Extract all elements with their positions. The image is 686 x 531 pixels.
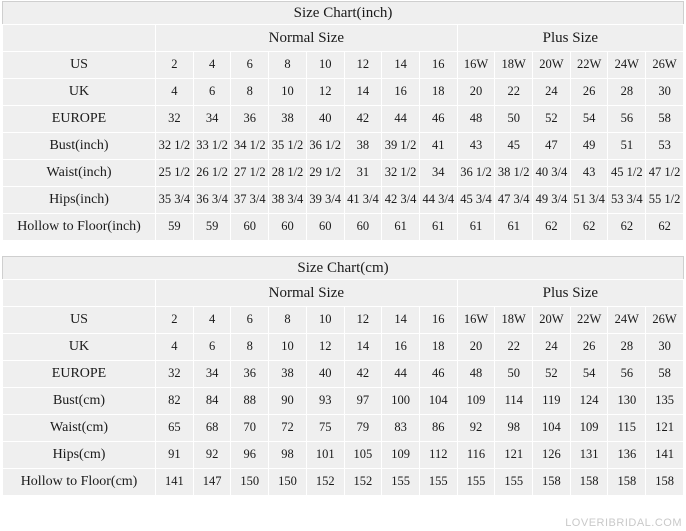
cell: 37 3/4: [231, 187, 269, 214]
cell: 26: [570, 79, 608, 106]
cell: 36: [231, 361, 269, 388]
cell: 36 1/2: [457, 160, 495, 187]
cell: 60: [306, 214, 344, 241]
cell: 45: [495, 133, 533, 160]
cell: 47: [533, 133, 571, 160]
cell: 30: [646, 79, 684, 106]
cell: 52: [533, 361, 571, 388]
cell: 40: [306, 361, 344, 388]
size-chart-cm: [2, 256, 684, 496]
cell: 14: [382, 307, 420, 334]
cell: 43: [457, 133, 495, 160]
cell: 59: [156, 214, 194, 241]
chart-divider: [0, 241, 686, 255]
cell: 20: [457, 79, 495, 106]
cell: 27 1/2: [231, 160, 269, 187]
cell: 35 3/4: [156, 187, 194, 214]
cell: 68: [193, 415, 231, 442]
cell: 126: [533, 442, 571, 469]
cell: 96: [231, 442, 269, 469]
chart-title: Size Chart(cm): [3, 257, 684, 280]
cell: 61: [419, 214, 457, 241]
cell: 22: [495, 79, 533, 106]
cell: 58: [646, 361, 684, 388]
cell: 16: [419, 307, 457, 334]
cell: 49: [570, 133, 608, 160]
size-chart-inch-container: [0, 1, 686, 241]
cell: 62: [608, 214, 646, 241]
cell: 6: [193, 334, 231, 361]
cell: 47 3/4: [495, 187, 533, 214]
cell: 41 3/4: [344, 187, 382, 214]
cell: 25 1/2: [156, 160, 194, 187]
cell: 30: [646, 334, 684, 361]
cell: 44: [382, 361, 420, 388]
cell: 109: [457, 388, 495, 415]
cell: 26: [570, 334, 608, 361]
cell: 91: [156, 442, 194, 469]
cell: 49 3/4: [533, 187, 571, 214]
table-row: [3, 187, 684, 214]
cell: 38 1/2: [495, 160, 533, 187]
cell: 42: [344, 106, 382, 133]
cell: 16W: [457, 307, 495, 334]
cell: 12: [306, 334, 344, 361]
cell: 158: [570, 469, 608, 496]
cell: 38: [269, 361, 307, 388]
cell: 33 1/2: [193, 133, 231, 160]
cell: 36 3/4: [193, 187, 231, 214]
cell: 104: [533, 415, 571, 442]
cell: 92: [193, 442, 231, 469]
cell: 43: [570, 160, 608, 187]
row-label: Bust(inch): [3, 133, 156, 160]
cell: 6: [231, 52, 269, 79]
cell: 32 1/2: [382, 160, 420, 187]
group-header-normal: Normal Size: [156, 280, 458, 307]
group-header-plus: Plus Size: [457, 25, 683, 52]
cell: 10: [306, 307, 344, 334]
cell: 109: [570, 415, 608, 442]
cell: 28: [608, 79, 646, 106]
cell: 4: [193, 307, 231, 334]
cell: 152: [344, 469, 382, 496]
chart-title: Size Chart(inch): [3, 2, 684, 25]
cell: 114: [495, 388, 533, 415]
cell: 62: [570, 214, 608, 241]
cell: 152: [306, 469, 344, 496]
cell: 51: [608, 133, 646, 160]
cell: 75: [306, 415, 344, 442]
cell: 97: [344, 388, 382, 415]
cell: 56: [608, 361, 646, 388]
cell: 20: [457, 334, 495, 361]
cell: 34: [419, 160, 457, 187]
size-chart-cm-container: [0, 256, 686, 496]
cell: 36: [231, 106, 269, 133]
cell: 14: [382, 52, 420, 79]
cell: 46: [419, 106, 457, 133]
cell: 38: [269, 106, 307, 133]
cell: 62: [533, 214, 571, 241]
cell: 28: [608, 334, 646, 361]
cell: 44 3/4: [419, 187, 457, 214]
cell: 83: [382, 415, 420, 442]
cell: 150: [231, 469, 269, 496]
cell: 52: [533, 106, 571, 133]
cell: 22: [495, 334, 533, 361]
cell: 55 1/2: [646, 187, 684, 214]
row-label: EUROPE: [3, 361, 156, 388]
cell: 92: [457, 415, 495, 442]
cell: 26W: [646, 52, 684, 79]
row-label: Bust(cm): [3, 388, 156, 415]
chart-title-row: [3, 2, 684, 25]
cell: 61: [457, 214, 495, 241]
cell: 136: [608, 442, 646, 469]
cell: 53: [646, 133, 684, 160]
cell: 18W: [495, 52, 533, 79]
cell: 2: [156, 307, 194, 334]
cell: 8: [231, 79, 269, 106]
cell: 20W: [533, 307, 571, 334]
cell: 16: [382, 79, 420, 106]
cell: 51 3/4: [570, 187, 608, 214]
cell: 20W: [533, 52, 571, 79]
row-label: Waist(inch): [3, 160, 156, 187]
table-row: [3, 415, 684, 442]
cell: 45 3/4: [457, 187, 495, 214]
group-header-plus: Plus Size: [457, 280, 683, 307]
row-label: Hollow to Floor(inch): [3, 214, 156, 241]
cell: 104: [419, 388, 457, 415]
cell: 141: [156, 469, 194, 496]
cell: 4: [156, 79, 194, 106]
cell: 29 1/2: [306, 160, 344, 187]
cell: 50: [495, 361, 533, 388]
cell: 155: [382, 469, 420, 496]
cell: 24W: [608, 307, 646, 334]
cell: 40 3/4: [533, 160, 571, 187]
cell: 32: [156, 361, 194, 388]
cell: 14: [344, 79, 382, 106]
cell: 4: [193, 52, 231, 79]
cell: 98: [269, 442, 307, 469]
cell: 34: [193, 361, 231, 388]
row-label: EUROPE: [3, 106, 156, 133]
cell: 155: [457, 469, 495, 496]
table-row: [3, 442, 684, 469]
cell: 155: [419, 469, 457, 496]
cell: 61: [382, 214, 420, 241]
table-row: [3, 469, 684, 496]
cell: 61: [495, 214, 533, 241]
cell: 54: [570, 361, 608, 388]
row-label: UK: [3, 79, 156, 106]
cell: 60: [269, 214, 307, 241]
cell: 119: [533, 388, 571, 415]
cell: 26 1/2: [193, 160, 231, 187]
cell: 109: [382, 442, 420, 469]
cell: 47 1/2: [646, 160, 684, 187]
cell: 39 1/2: [382, 133, 420, 160]
cell: 10: [269, 334, 307, 361]
table-row: [3, 160, 684, 187]
cell: 56: [608, 106, 646, 133]
cell: 116: [457, 442, 495, 469]
chart-title-row: [3, 257, 684, 280]
cell: 101: [306, 442, 344, 469]
row-label: UK: [3, 334, 156, 361]
cell: 105: [344, 442, 382, 469]
cell: 115: [608, 415, 646, 442]
cell: 12: [344, 52, 382, 79]
cell: 38: [344, 133, 382, 160]
cell: 22W: [570, 52, 608, 79]
cell: 46: [419, 361, 457, 388]
cell: 16: [382, 334, 420, 361]
cell: 38 3/4: [269, 187, 307, 214]
cell: 16: [419, 52, 457, 79]
chart-group-row: [3, 25, 684, 52]
cell: 62: [646, 214, 684, 241]
site-watermark: LOVERIBRIDAL.COM: [565, 517, 682, 529]
cell: 124: [570, 388, 608, 415]
cell: 130: [608, 388, 646, 415]
cell: 158: [608, 469, 646, 496]
cell: 155: [495, 469, 533, 496]
cell: 50: [495, 106, 533, 133]
cell: 79: [344, 415, 382, 442]
table-row: [3, 133, 684, 160]
table-row: [3, 334, 684, 361]
chart-group-row: [3, 280, 684, 307]
cell: 54: [570, 106, 608, 133]
cell: 34 1/2: [231, 133, 269, 160]
row-label: Hollow to Floor(cm): [3, 469, 156, 496]
cell: 12: [306, 79, 344, 106]
cell: 53 3/4: [608, 187, 646, 214]
cell: 45 1/2: [608, 160, 646, 187]
cell: 121: [495, 442, 533, 469]
table-row: [3, 52, 684, 79]
row-label: US: [3, 52, 156, 79]
cell: 84: [193, 388, 231, 415]
cell: 42: [344, 361, 382, 388]
cell: 93: [306, 388, 344, 415]
cell: 18: [419, 334, 457, 361]
size-chart-inch: [2, 1, 684, 241]
cell: 32 1/2: [156, 133, 194, 160]
row-label: US: [3, 307, 156, 334]
cell: 32: [156, 106, 194, 133]
cell: 40: [306, 106, 344, 133]
cell: 24: [533, 79, 571, 106]
cell: 16W: [457, 52, 495, 79]
cell: 39 3/4: [306, 187, 344, 214]
cell: 112: [419, 442, 457, 469]
cell: 65: [156, 415, 194, 442]
cell: 26W: [646, 307, 684, 334]
cell: 88: [231, 388, 269, 415]
cell: 42 3/4: [382, 187, 420, 214]
cell: 59: [193, 214, 231, 241]
cell: 31: [344, 160, 382, 187]
cell: 100: [382, 388, 420, 415]
cell: 158: [646, 469, 684, 496]
corner-cell: [3, 25, 156, 52]
cell: 2: [156, 52, 194, 79]
cell: 8: [269, 52, 307, 79]
cell: 8: [269, 307, 307, 334]
cell: 72: [269, 415, 307, 442]
cell: 6: [193, 79, 231, 106]
cell: 10: [269, 79, 307, 106]
row-label: Hips(inch): [3, 187, 156, 214]
cell: 10: [306, 52, 344, 79]
cell: 8: [231, 334, 269, 361]
row-label: Hips(cm): [3, 442, 156, 469]
cell: 121: [646, 415, 684, 442]
cell: 58: [646, 106, 684, 133]
cell: 60: [231, 214, 269, 241]
group-header-normal: Normal Size: [156, 25, 458, 52]
cell: 48: [457, 361, 495, 388]
cell: 158: [533, 469, 571, 496]
cell: 36 1/2: [306, 133, 344, 160]
table-row: [3, 361, 684, 388]
cell: 18W: [495, 307, 533, 334]
cell: 60: [344, 214, 382, 241]
cell: 24: [533, 334, 571, 361]
cell: 28 1/2: [269, 160, 307, 187]
row-label: Waist(cm): [3, 415, 156, 442]
cell: 24W: [608, 52, 646, 79]
cell: 12: [344, 307, 382, 334]
cell: 150: [269, 469, 307, 496]
cell: 41: [419, 133, 457, 160]
cell: 70: [231, 415, 269, 442]
cell: 86: [419, 415, 457, 442]
table-row: [3, 106, 684, 133]
cell: 35 1/2: [269, 133, 307, 160]
cell: 14: [344, 334, 382, 361]
cell: 98: [495, 415, 533, 442]
cell: 131: [570, 442, 608, 469]
cell: 135: [646, 388, 684, 415]
cell: 4: [156, 334, 194, 361]
table-row: [3, 214, 684, 241]
cell: 48: [457, 106, 495, 133]
table-row: [3, 307, 684, 334]
cell: 82: [156, 388, 194, 415]
cell: 34: [193, 106, 231, 133]
cell: 147: [193, 469, 231, 496]
cell: 6: [231, 307, 269, 334]
table-row: [3, 79, 684, 106]
cell: 141: [646, 442, 684, 469]
corner-cell: [3, 280, 156, 307]
table-row: [3, 388, 684, 415]
cell: 22W: [570, 307, 608, 334]
cell: 90: [269, 388, 307, 415]
cell: 18: [419, 79, 457, 106]
cell: 44: [382, 106, 420, 133]
